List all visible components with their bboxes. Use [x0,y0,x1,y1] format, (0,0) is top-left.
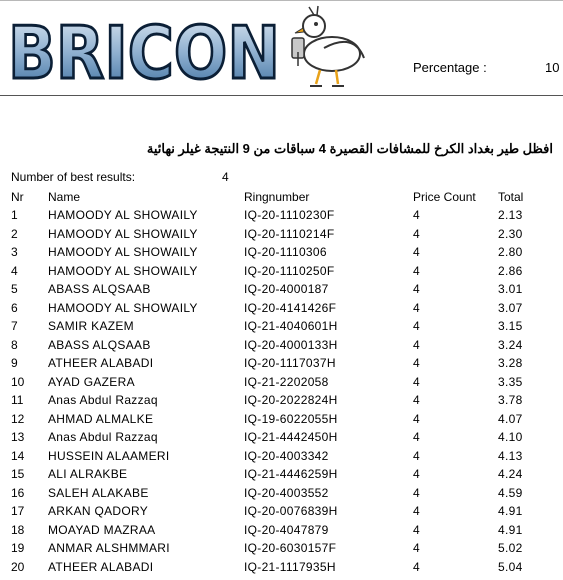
table-row [0,430,563,448]
cell-total: 2.86 [498,263,523,278]
cell-name: HAMOODY AL SHOWAILY [48,226,198,241]
cell-name: HAMOODY AL SHOWAILY [48,208,198,222]
cell-nr: 11 [11,393,24,407]
cell-name: Anas Abdul Razzaq [48,393,158,407]
cell-total: 3.07 [498,300,523,315]
cell-price-count: 4 [413,282,420,296]
table-row [0,264,563,282]
cell-price-count: 4 [413,245,420,259]
cell-name: AHMAD ALMALKE [48,411,154,426]
cell-total: 2.30 [498,226,523,241]
cell-nr: 20 [11,559,25,574]
cell-ringnumber: IQ-20-1110306 [244,245,327,259]
cell-nr: 1 [11,208,18,222]
cell-name: ANMAR ALSHMMARI [48,541,170,555]
cell-total: 4.13 [498,448,523,463]
cell-ringnumber: IQ-20-1110250F [244,263,335,278]
cell-total: 3.24 [498,337,523,352]
cell-name: HUSSEIN ALAAMERI [48,448,170,463]
cell-ringnumber: IQ-21-1117935H [244,559,336,574]
cell-ringnumber: IQ-20-1117037H [244,356,336,370]
cell-ringnumber: IQ-20-4003552 [244,485,329,500]
cell-price-count: 4 [413,559,420,574]
cell-price-count: 4 [413,485,420,500]
cell-name: ALI ALRAKBE [48,467,128,481]
cell-total: 4.91 [498,504,523,518]
table-row [0,449,563,467]
cell-nr: 4 [11,263,18,278]
cell-price-count: 4 [413,448,420,463]
cell-nr: 6 [11,300,18,315]
cell-total: 4.59 [498,485,523,500]
column-header-ringnumber: Ringnumber [244,190,310,204]
cell-name: SAMIR KAZEM [48,319,134,333]
cell-name: HAMOODY AL SHOWAILY [48,263,198,278]
cell-total: 4.24 [498,467,523,481]
cell-total: 5.04 [498,559,523,574]
table-row [0,467,563,485]
report-header [0,0,563,96]
table-row [0,375,563,393]
cell-nr: 14 [11,448,25,463]
cell-total: 3.35 [498,374,523,389]
cell-price-count: 4 [413,541,420,555]
cell-price-count: 4 [413,430,420,444]
cell-price-count: 4 [413,300,420,315]
table-header [0,190,563,208]
percentage-label: Percentage : [413,60,487,75]
column-header-name: Name [48,190,81,204]
cell-ringnumber: IQ-21-2202058 [244,374,329,389]
column-header-price-count: Price Count [413,190,476,204]
table-row [0,486,563,504]
table-row [0,338,563,356]
cell-nr: 17 [11,504,25,518]
cell-name: ARKAN QADORY [48,504,149,518]
cell-name: Anas Abdul Razzaq [48,430,158,444]
cell-ringnumber: IQ-21-4446259H [244,467,338,481]
column-header-total: Total [498,190,524,204]
cell-ringnumber: IQ-20-4141426F [244,300,337,315]
cell-name: ABASS ALQSAAB [48,282,151,296]
cell-nr: 9 [11,356,18,370]
cell-name: HAMOODY AL SHOWAILY [48,300,198,315]
cell-price-count: 4 [413,226,420,241]
cell-nr: 3 [11,245,18,259]
cell-price-count: 4 [413,356,420,370]
cell-ringnumber: IQ-21-4040601H [244,319,338,333]
cell-total: 3.28 [498,356,523,370]
table-row [0,523,563,541]
cell-name: ABASS ALQSAAB [48,337,151,352]
table-row [0,208,563,226]
cell-nr: 7 [11,319,18,333]
cell-price-count: 4 [413,467,420,481]
pigeon-mascot-icon [292,6,364,86]
table-row [0,560,563,578]
cell-ringnumber: IQ-20-4000187 [244,282,329,296]
cell-total: 3.15 [498,319,523,333]
table-row [0,319,563,337]
cell-nr: 19 [11,541,25,555]
table-row [0,301,563,319]
table-row [0,412,563,430]
table-row [0,245,563,263]
cell-ringnumber: IQ-20-6030157F [244,541,337,555]
table-row [0,227,563,245]
cell-nr: 8 [11,337,18,352]
best-results-value: 4 [222,170,229,184]
cell-total: 2.13 [498,208,523,222]
cell-ringnumber: IQ-20-4003342 [244,448,329,463]
cell-name: HAMOODY AL SHOWAILY [48,245,198,259]
cell-total: 4.10 [498,430,523,444]
cell-nr: 10 [11,374,25,389]
cell-nr: 15 [11,467,25,481]
cell-nr: 16 [11,485,25,500]
cell-total: 4.91 [498,522,523,537]
cell-total: 2.80 [498,245,523,259]
cell-ringnumber: IQ-20-1110214F [244,226,335,241]
cell-name: ATHEER ALABADI [48,559,154,574]
cell-price-count: 4 [413,319,420,333]
table-row [0,393,563,411]
cell-total: 3.01 [498,282,523,296]
cell-price-count: 4 [413,374,420,389]
cell-nr: 18 [11,522,25,537]
cell-nr: 13 [11,430,25,444]
table-row [0,504,563,522]
cell-ringnumber: IQ-19-6022055H [244,411,338,426]
report-title: افظل طير بغداد الكرخ للمشافات القصيرة 4 سباقات من 9 النتيجة غيلر نهائية [146,141,553,156]
cell-name: AYAD GAZERA [48,374,135,389]
table-row [0,356,563,374]
cell-price-count: 4 [413,208,420,222]
cell-name: SALEH ALAKABE [48,485,149,500]
cell-price-count: 4 [413,263,420,278]
cell-nr: 2 [11,226,18,241]
cell-total: 5.02 [498,541,523,555]
table-row [0,282,563,300]
cell-price-count: 4 [413,504,420,518]
percentage-value: 10 [545,60,560,75]
cell-name: MOAYAD MAZRAA [48,522,156,537]
bricon-logo [2,2,374,92]
cell-ringnumber: IQ-20-4000133H [244,337,338,352]
cell-price-count: 4 [413,393,420,407]
cell-ringnumber: IQ-21-4442450H [244,430,338,444]
cell-price-count: 4 [413,411,420,426]
cell-total: 4.07 [498,411,523,426]
cell-price-count: 4 [413,337,420,352]
cell-total: 3.78 [498,393,523,407]
logo-wordmark: BRICON [8,11,280,92]
cell-name: ATHEER ALABADI [48,356,154,370]
table-row [0,541,563,559]
cell-ringnumber: IQ-20-4047879 [244,522,329,537]
cell-nr: 5 [11,282,18,296]
cell-nr: 12 [11,411,25,426]
best-results-label: Number of best results: [11,170,136,184]
cell-ringnumber: IQ-20-0076839H [244,504,338,518]
cell-price-count: 4 [413,522,420,537]
column-header-nr: Nr [11,190,24,204]
cell-ringnumber: IQ-20-2022824H [244,393,338,407]
cell-ringnumber: IQ-20-1110230F [244,208,335,222]
